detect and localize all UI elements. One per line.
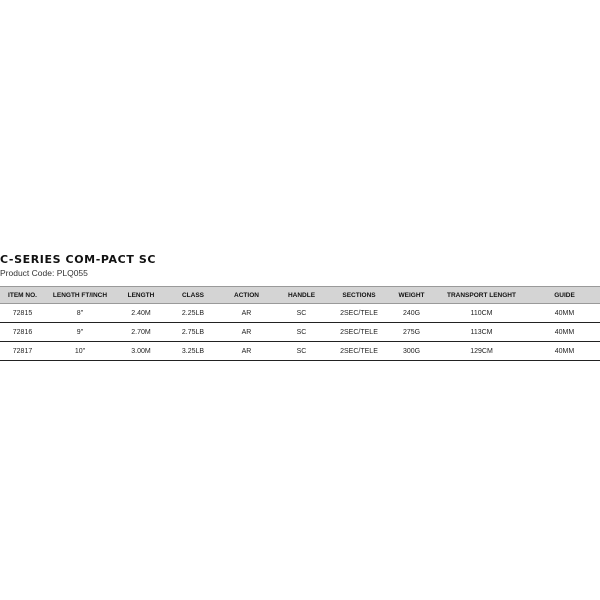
cell-sections: 2SEC/TELE (329, 323, 389, 342)
header-action: ACTION (219, 287, 274, 304)
header-handle: HANDLE (274, 287, 329, 304)
header-transport-length: TRANSPORT LENGHT (434, 287, 529, 304)
cell-length: 3.00M (115, 342, 167, 361)
cell-class: 3.25LB (167, 342, 219, 361)
cell-transport-length: 129CM (434, 342, 529, 361)
table-row (0, 342, 600, 361)
cell-class: 2.75LB (167, 323, 219, 342)
header-item-no: ITEM NO. (0, 287, 45, 304)
cell-guide: 40MM (529, 323, 600, 342)
cell-transport-length: 110CM (434, 304, 529, 323)
cell-handle: SC (274, 304, 329, 323)
cell-weight: 300G (389, 342, 434, 361)
cell-guide: 40MM (529, 342, 600, 361)
table-row (0, 323, 600, 342)
cell-item-no: 72815 (0, 304, 45, 323)
header-guide: GUIDE (529, 287, 600, 304)
product-code: Product Code: PLQ055 (0, 268, 88, 278)
cell-length-ft-inch: 9" (45, 323, 115, 342)
cell-transport-length: 113CM (434, 323, 529, 342)
spec-table (0, 286, 600, 361)
product-title: C-SERIES COM-PACT SC (0, 253, 157, 266)
cell-action: AR (219, 323, 274, 342)
cell-sections: 2SEC/TELE (329, 342, 389, 361)
cell-sections: 2SEC/TELE (329, 304, 389, 323)
header-weight: WEIGHT (389, 287, 434, 304)
header-class: CLASS (167, 287, 219, 304)
cell-weight: 275G (389, 323, 434, 342)
table-header-row (0, 287, 600, 304)
cell-length-ft-inch: 10" (45, 342, 115, 361)
cell-class: 2.25LB (167, 304, 219, 323)
header-sections: SECTIONS (329, 287, 389, 304)
cell-item-no: 72816 (0, 323, 45, 342)
header-length: LENGTH (115, 287, 167, 304)
cell-handle: SC (274, 342, 329, 361)
cell-action: AR (219, 304, 274, 323)
cell-action: AR (219, 342, 274, 361)
cell-guide: 40MM (529, 304, 600, 323)
cell-length: 2.70M (115, 323, 167, 342)
cell-length-ft-inch: 8" (45, 304, 115, 323)
cell-item-no: 72817 (0, 342, 45, 361)
cell-weight: 240G (389, 304, 434, 323)
table-row (0, 304, 600, 323)
header-length-ft-inch: LENGTH FT/INCH (45, 287, 115, 304)
cell-handle: SC (274, 323, 329, 342)
cell-length: 2.40M (115, 304, 167, 323)
